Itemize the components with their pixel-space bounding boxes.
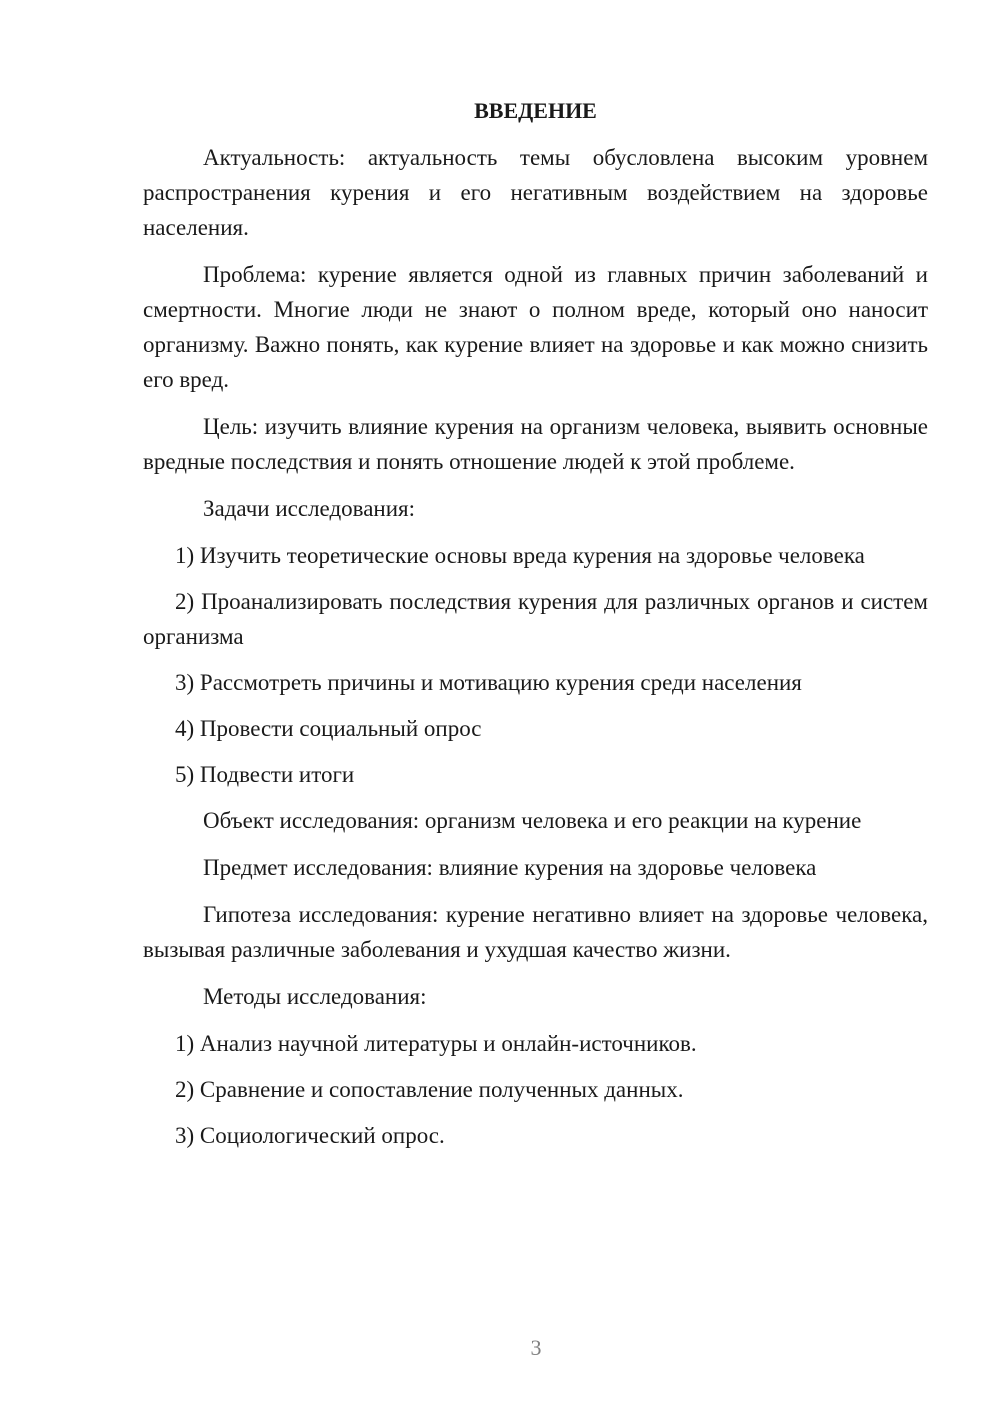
task-number: 2) bbox=[175, 589, 195, 614]
task-number: 5) bbox=[175, 762, 195, 787]
relevance-paragraph: Актуальность: актуальность темы обусловлена высоким уровнем распространения курения и его негативным воздействием на здоровье населения. bbox=[143, 145, 928, 240]
page-content bbox=[143, 96, 928, 1164]
task-item bbox=[143, 757, 928, 792]
task-text: Подвести итоги bbox=[199, 762, 355, 787]
task-item bbox=[143, 665, 928, 700]
method-item bbox=[143, 1026, 928, 1061]
method-text: Анализ научной литературы и онлайн-источников. bbox=[199, 1031, 697, 1056]
section-title: ВВЕДЕНИЕ bbox=[474, 98, 597, 123]
task-number: 1) bbox=[175, 543, 195, 568]
task-number: 4) bbox=[175, 716, 195, 741]
method-text: Социологический опрос. bbox=[199, 1123, 445, 1148]
task-item bbox=[143, 538, 928, 573]
task-text: Проанализировать последствия курения для различных органов и систем организма bbox=[143, 589, 928, 649]
method-item bbox=[143, 1072, 928, 1107]
task-item bbox=[143, 584, 928, 654]
task-item bbox=[143, 711, 928, 746]
task-text: Изучить теоретические основы вреда курения на здоровье человека bbox=[199, 543, 865, 568]
problem-paragraph: Проблема: курение является одной из главных причин заболеваний и смертности. Многие люди не знают о полном вреде, который оно наносит организму. Важно понять, как курение влияет на здоровье и как можно снизить его вред. bbox=[143, 262, 928, 392]
method-number: 2) bbox=[175, 1077, 195, 1102]
method-item bbox=[143, 1118, 928, 1153]
task-number: 3) bbox=[175, 670, 195, 695]
hypothesis-paragraph: Гипотеза исследования: курение негативно влияет на здоровье человека, вызывая различные заболевания и ухудшая качество жизни. bbox=[143, 902, 928, 962]
goal-paragraph: Цель: изучить влияние курения на организм человека, выявить основные вредные последствия и понять отношение людей к этой проблеме. bbox=[143, 414, 928, 474]
subject-paragraph: Предмет исследования: влияние курения на здоровье человека bbox=[203, 855, 817, 880]
task-text: Провести социальный опрос bbox=[199, 716, 482, 741]
method-number: 3) bbox=[175, 1123, 195, 1148]
method-text: Сравнение и сопоставление полученных данных. bbox=[199, 1077, 684, 1102]
methods-heading: Методы исследования: bbox=[203, 984, 427, 1009]
object-paragraph: Объект исследования: организм человека и его реакции на курение bbox=[203, 808, 862, 833]
task-text: Рассмотреть причины и мотивацию курения среди населения bbox=[199, 670, 802, 695]
method-number: 1) bbox=[175, 1031, 195, 1056]
tasks-heading: Задачи исследования: bbox=[203, 496, 416, 521]
page-number: 3 bbox=[530, 1335, 542, 1360]
